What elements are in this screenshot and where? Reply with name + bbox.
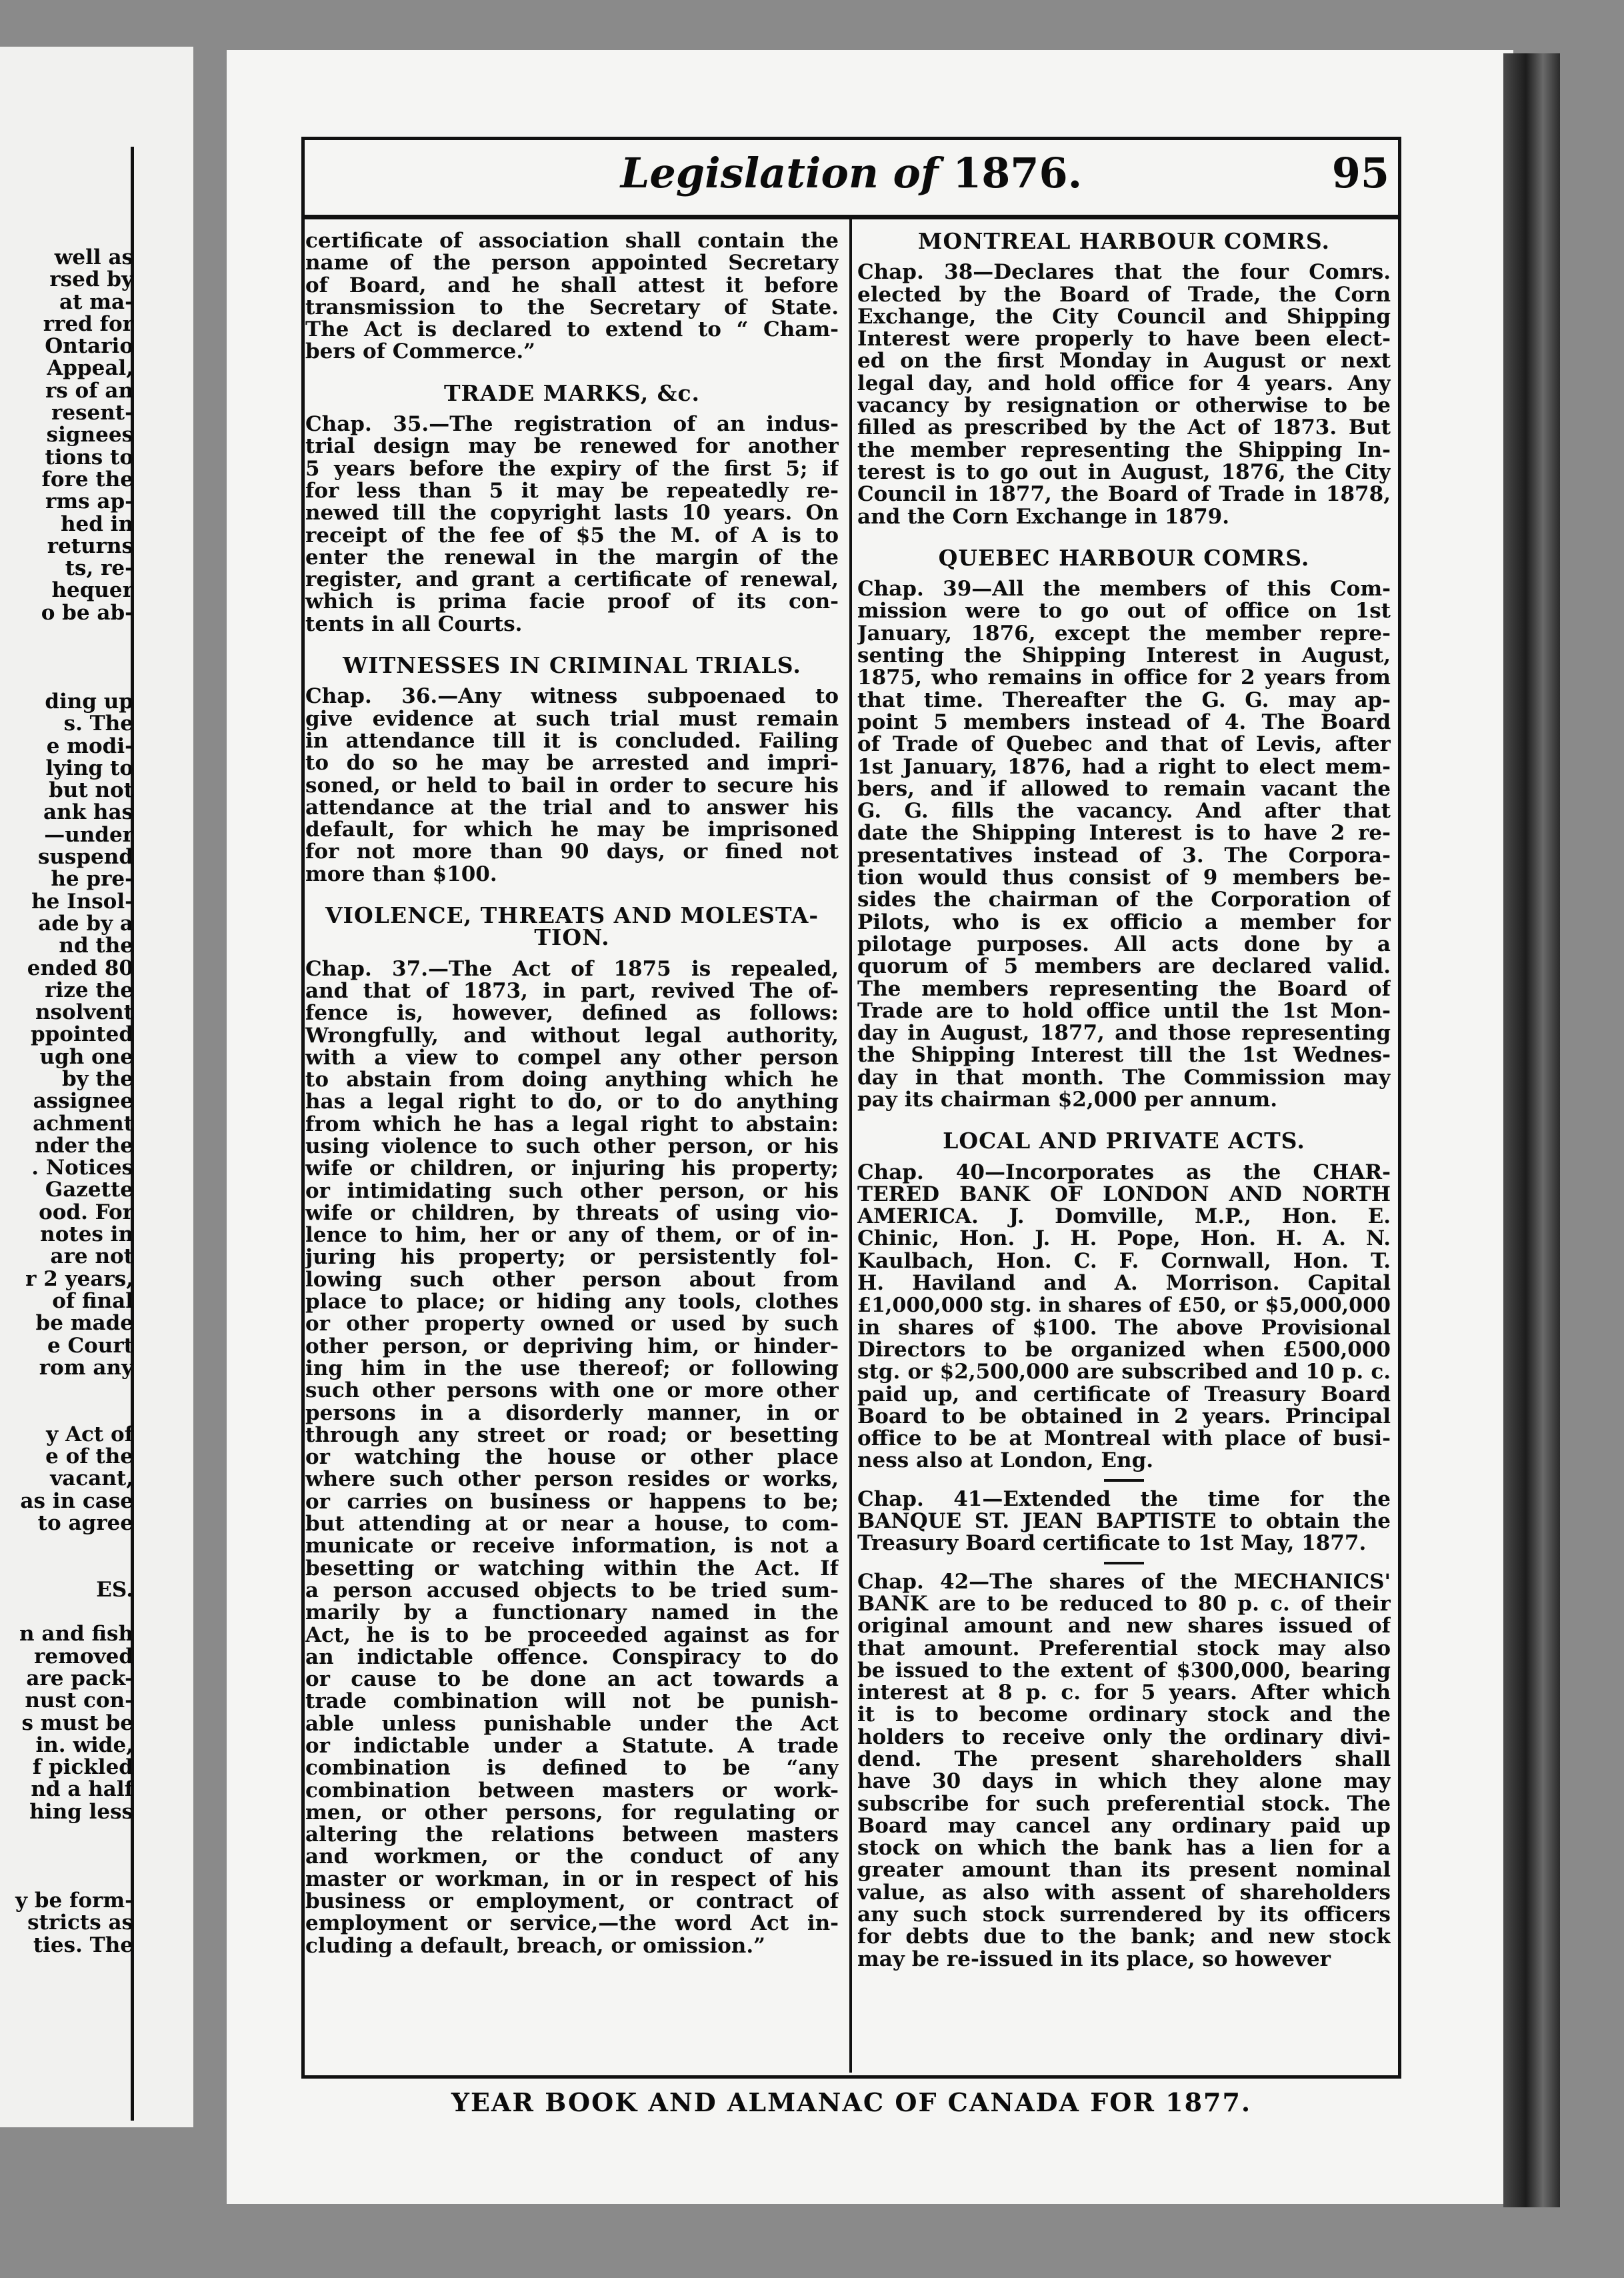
adjacent-page-line: ade by a	[38, 912, 133, 936]
adjacent-page-line: rred for	[43, 313, 133, 336]
text-line: bers, and if allowed to remain vacant the	[857, 778, 1391, 801]
text-line: dend. The present shareholders shall	[857, 1749, 1391, 1771]
adjacent-page-line: suspend	[37, 846, 133, 869]
text-line: soned, or held to bail in order to secure his	[305, 774, 839, 797]
paragraph	[857, 1571, 1391, 1971]
text-line: day in August, 1877, and those representing	[857, 1022, 1391, 1045]
text-line: to do so he may be arrested and impri-	[305, 752, 839, 775]
adjacent-page-line: fore the	[41, 468, 133, 491]
adjacent-page-line: tions to	[45, 446, 133, 469]
text-line: value, as also with assent of shareholders	[857, 1881, 1391, 1905]
text-line: office to be at Montreal with place of busi-	[857, 1428, 1391, 1450]
text-line: Directors to be organized when £500,000	[857, 1338, 1391, 1362]
adjacent-page-line: —under	[44, 824, 133, 847]
adjacent-page-line: ugh one	[39, 1046, 133, 1068]
paragraph	[857, 578, 1391, 1111]
text-line: receipt of the fee of $5 the M. of A is to	[305, 524, 839, 547]
adjacent-page-line: hed in	[60, 513, 133, 535]
adjacent-page-line: he pre-	[51, 868, 133, 891]
text-line: or carries on business or happens to be;	[305, 1490, 839, 1514]
text-line: the Shipping Interest till the 1st Wednes-	[857, 1044, 1391, 1067]
text-line: or indictable under a Statute. A trade	[305, 1735, 839, 1758]
text-line: combination between masters or work-	[305, 1779, 839, 1802]
text-line: more than $100.	[305, 863, 497, 886]
text-line: vacancy by resignation or otherwise to be	[857, 395, 1391, 417]
adjacent-page-line: y Act of	[46, 1423, 133, 1446]
text-line: able unless punishable under the Act	[305, 1713, 839, 1735]
adjacent-page-line	[0, 1557, 133, 1579]
text-line: original amount and new shares issued of	[857, 1615, 1391, 1638]
adjacent-page-line: resent-	[51, 402, 133, 425]
text-line: and the Corn Exchange in 1879.	[857, 505, 1229, 528]
adjacent-page-line	[0, 1845, 133, 1867]
adjacent-page-line: ts, re-	[65, 557, 133, 580]
separator-rule	[1104, 1479, 1144, 1482]
running-header	[301, 143, 1401, 217]
page-footer: YEAR BOOK AND ALMANAC OF CANADA FOR 1877.	[451, 2087, 1252, 2117]
text-line: be issued to the extent of $300,000, bearing	[857, 1659, 1391, 1682]
adjacent-page-line: signees	[46, 424, 133, 447]
text-line: with a view to compel any other person	[305, 1046, 839, 1070]
adjacent-page-line: rs of an	[45, 379, 133, 403]
text-line: Chap. 42—The shares of the MECHANICS'	[857, 1570, 1391, 1593]
text-line: TERED BANK OF LONDON AND NORTH	[857, 1183, 1391, 1206]
adjacent-page-line: o be ab-	[41, 602, 133, 625]
text-line: G. G. fills the vacancy. And after that	[857, 800, 1391, 823]
adjacent-page-line: but not	[49, 780, 133, 802]
section-heading: MONTREAL HARBOUR COMRS.	[917, 228, 1331, 254]
text-line: other person, or depriving him, or hinder-	[305, 1335, 839, 1358]
text-line: Chinic, Hon. J. H. Pope, Hon. H. A. N.	[857, 1228, 1391, 1250]
text-line: day in that month. The Commission may	[857, 1066, 1391, 1089]
text-line: lence to him, her or any of them, or of in-	[305, 1224, 839, 1247]
text-line: men, or other persons, for regulating or	[305, 1801, 839, 1825]
separator-rule	[1104, 1562, 1144, 1564]
text-line: 1875, who remains in office for 2 years from	[857, 667, 1391, 690]
adjacent-page-line: nust con-	[25, 1690, 133, 1713]
text-line: or watching the house or other place	[305, 1446, 839, 1469]
text-line: The Act is declared to extend to “ Cham-	[305, 319, 839, 341]
text-line: pilotage purposes. All acts done by a	[857, 933, 1391, 956]
text-line: 5 years before the expiry of the first 5; if	[305, 457, 839, 480]
paragraph	[305, 958, 839, 1957]
adjacent-page-line: e modi-	[46, 735, 133, 758]
adjacent-page-line: are not	[50, 1246, 133, 1268]
text-line: presentatives instead of 3. The Corpora-	[857, 844, 1391, 868]
text-line: persons in a disorderly manner, in or	[305, 1402, 839, 1424]
text-line: January, 1876, except the member repre-	[857, 622, 1391, 646]
text-line: fence is, however, defined as follows:	[305, 1002, 839, 1025]
adjacent-page-line	[0, 1534, 133, 1556]
text-line: for not more than 90 days, or fined not	[305, 841, 839, 864]
adjacent-page-line: rom any	[39, 1356, 133, 1380]
adjacent-page-line: e of the	[45, 1446, 133, 1468]
text-line: and workmen, or the conduct of any	[305, 1846, 839, 1869]
text-line: Chap. 36.—Any witness subpoenaed to	[305, 686, 839, 708]
adjacent-page-line: removed	[34, 1645, 133, 1668]
adjacent-page-line	[0, 1823, 133, 1845]
text-line: cluding a default, breach, or omission.”	[305, 1935, 765, 1957]
text-line: senting the Shipping Interest in August,	[857, 645, 1391, 668]
paragraph	[857, 1488, 1391, 1555]
text-line: Chap. 38—Declares that the four Comrs.	[857, 261, 1391, 284]
text-line: £1,000,000 stg. in shares of £50, or $5,000,000	[857, 1294, 1391, 1317]
adjacent-page-text	[0, 247, 133, 1957]
text-line: terest is to go out in August, 1876, the City	[857, 461, 1391, 484]
text-line: 1st January, 1876, had a right to elect mem-	[857, 756, 1391, 778]
text-line: Wrongfully, and without legal authority,	[305, 1024, 839, 1047]
adjacent-page-line: he Insol-	[31, 890, 133, 913]
text-line: and that of 1873, in part, revived The of-	[305, 980, 839, 1003]
adjacent-page-line	[0, 624, 133, 646]
text-line: The members representing the Board of	[857, 978, 1391, 1000]
text-line: municate or receive information, is not a	[305, 1535, 839, 1558]
adjacent-page-line: ood. For	[39, 1201, 133, 1224]
text-line: through any street or road; or besetting	[305, 1424, 839, 1447]
text-line: besetting or watching within the Act. If	[305, 1557, 839, 1580]
adjacent-page-line: Gazette	[45, 1179, 133, 1202]
text-line: Council in 1877, the Board of Trade in 1878,	[857, 483, 1391, 506]
adjacent-page-line: f pickled	[32, 1757, 133, 1779]
text-line: H. Haviland and A. Morrison. Capital	[857, 1272, 1391, 1295]
adjacent-page-line: in. wide,	[35, 1734, 133, 1757]
adjacent-page-line: are pack-	[26, 1668, 133, 1690]
text-line: Treasury Board certificate to 1st May, 1877.	[857, 1532, 1367, 1555]
adjacent-page-line: assignee	[33, 1090, 133, 1113]
text-line: Chap. 39—All the members of this Com-	[857, 578, 1391, 601]
adjacent-page-line: of final	[52, 1290, 133, 1313]
text-line: Chap. 37.—The Act of 1875 is repealed,	[305, 958, 839, 980]
text-line: where such other person resides or works,	[305, 1468, 839, 1491]
text-line: the member representing the Shipping In-	[857, 439, 1391, 461]
text-line: certificate of association shall contain the	[305, 230, 839, 253]
adjacent-page-line: r 2 years,	[25, 1268, 133, 1290]
adjacent-page-line	[0, 1868, 133, 1890]
column-divider	[849, 219, 852, 2073]
adjacent-page-line: notes in	[40, 1224, 133, 1246]
text-line: BANK are to be reduced to 80 p. c. of their	[857, 1592, 1391, 1616]
adjacent-page-line	[0, 1401, 133, 1423]
text-line: holders to receive only the ordinary divi-	[857, 1726, 1391, 1749]
left-column	[305, 230, 839, 1957]
text-line: such other persons with one or more other	[305, 1380, 839, 1402]
text-line: it is to become ordinary stock and the	[857, 1704, 1391, 1727]
text-line: a person accused objects to be tried sum-	[305, 1579, 839, 1602]
text-line: but attending at or near a house, to com-	[305, 1513, 839, 1536]
adjacent-page-line: well as	[54, 247, 133, 269]
text-line: tents in all Courts.	[305, 613, 523, 636]
adjacent-page-line: s must be	[21, 1712, 133, 1735]
paragraph	[305, 686, 839, 886]
text-line: enter the renewal in the margin of the	[305, 546, 839, 570]
text-line: register, and grant a certificate of renewal,	[305, 569, 839, 592]
text-line: altering the relations between masters	[305, 1824, 839, 1847]
adjacent-page-line: lying to	[45, 757, 133, 780]
paragraph	[305, 413, 839, 636]
adjacent-page-line: nsolvent	[35, 1002, 133, 1024]
adjacent-page-fragment	[0, 47, 193, 2127]
text-line: of Trade of Quebec and that of Levis, after	[857, 734, 1391, 756]
text-line: stock on which the bank has a lien for a	[857, 1837, 1391, 1860]
text-line: AMERICA. J. Domville, M.P., Hon. E.	[857, 1206, 1391, 1228]
text-line: wife or children, or injuring his property;	[305, 1158, 839, 1180]
adjacent-page-line: s. The	[63, 713, 133, 736]
text-line: Board to be obtained in 2 years. Principal	[857, 1405, 1391, 1428]
text-line: tion would thus consist of 9 members be-	[857, 867, 1391, 890]
text-line: pay its chairman $2,000 per annum.	[857, 1088, 1277, 1112]
text-line: marily by a functionary named in the	[305, 1602, 839, 1624]
right-column	[857, 230, 1391, 1971]
text-line: subscribe for such preferential stock. The	[857, 1793, 1391, 1815]
adjacent-page-line: returns	[47, 535, 133, 558]
adjacent-page-line: by the	[61, 1068, 133, 1091]
section-heading: VIOLENCE, THREATS AND MOLESTA-	[325, 902, 819, 929]
adjacent-page-line: ties. The	[33, 1934, 133, 1957]
text-line: in attendance till it is concluded. Failing	[305, 730, 839, 753]
text-line: lowing such other person about from	[305, 1268, 839, 1292]
adjacent-page-line: achment	[33, 1112, 133, 1135]
text-line: or cause to be done an act towards a	[305, 1668, 839, 1691]
adjacent-page-line	[0, 1601, 133, 1623]
text-line: using violence to such other person, or his	[305, 1135, 839, 1158]
text-line: give evidence at such trial must remain	[305, 708, 839, 730]
text-line: ness also at London, Eng.	[857, 1450, 1154, 1472]
adjacent-page-line: . Notices	[31, 1157, 133, 1180]
adjacent-page-line: ding up	[45, 690, 133, 714]
text-line: from which he has a legal right to abstain:	[305, 1113, 839, 1136]
text-line: employment or service,—the word Act in-	[305, 1913, 839, 1935]
text-line: have 30 days in which they alone may	[857, 1771, 1391, 1793]
text-line: trial design may be renewed for another	[305, 435, 839, 458]
text-line: juring his property; or persistently fol-	[305, 1246, 839, 1269]
text-line: Interest were properly to have been elect-	[857, 328, 1391, 351]
text-line: Trade are to hold office until the 1st Mon-	[857, 1000, 1391, 1023]
text-line: that time. Thereafter the G. G. may ap-	[857, 689, 1391, 712]
text-line: in shares of $100. The above Provisional	[857, 1316, 1391, 1339]
text-line: sides the chairman of the Corporation of	[857, 889, 1391, 912]
text-line: that amount. Preferential stock may also	[857, 1637, 1391, 1660]
text-line: Board may cancel any ordinary paid up	[857, 1815, 1391, 1838]
adjacent-page-line	[0, 669, 133, 691]
running-title-year: 1876.	[953, 149, 1083, 197]
text-line: which is prima facie proof of its con-	[305, 591, 839, 614]
text-line: an indictable offence. Conspiracy to do	[305, 1646, 839, 1669]
text-line: master or workman, in or in respect of his	[305, 1868, 839, 1891]
text-line: business or employment, or contract of	[305, 1891, 839, 1913]
text-line: or intimidating such other person, or his	[305, 1180, 839, 1202]
text-line: or other property owned or used by such	[305, 1313, 839, 1336]
text-line: of Board, and he shall attest it before	[305, 274, 839, 297]
adjacent-page-line: rize the	[45, 979, 133, 1002]
text-line: combination is defined to be “any	[305, 1757, 839, 1780]
text-line: point 5 members instead of 4. The Board	[857, 711, 1391, 734]
text-line: Chap. 41—Extended the time for the	[857, 1488, 1391, 1511]
text-line: ed on the first Monday in August or next	[857, 350, 1391, 373]
text-line: wife or children, by threats of using vio-	[305, 1202, 839, 1225]
text-line: may be re-issued in its place, so however	[857, 1948, 1331, 1971]
text-line: interest at 8 p. c. for 5 years. After which	[857, 1682, 1391, 1704]
adjacent-page-line: rsed by	[49, 269, 133, 291]
running-title-italic: Legislation of	[620, 149, 939, 197]
adjacent-page-line: hequer	[51, 580, 133, 602]
adjacent-page-line: Ontario	[45, 335, 133, 358]
section-heading: LOCAL AND PRIVATE ACTS.	[943, 1128, 1305, 1154]
paragraph	[857, 1162, 1391, 1472]
adjacent-page-line: ended 80	[27, 957, 133, 980]
text-line: transmission to the Secretary of State.	[305, 296, 839, 319]
adjacent-page-line: at ma-	[59, 291, 133, 313]
text-line: any such stock surrendered by its officers	[857, 1904, 1391, 1927]
adjacent-page-line	[0, 1379, 133, 1401]
text-line: Pilots, who is ex officio a member for	[857, 911, 1391, 934]
adjacent-page-line: nd the	[59, 935, 133, 958]
text-line: BANQUE ST. JEAN BAPTISTE to obtain the	[857, 1510, 1391, 1533]
adjacent-page-line: y be form-	[15, 1889, 133, 1913]
adjacent-page-line: n and fish	[19, 1623, 133, 1646]
adjacent-page-line: as in case	[20, 1490, 133, 1512]
paragraph	[305, 230, 839, 363]
adjacent-page-line: hing less	[29, 1801, 133, 1824]
adjacent-page-line: to agree	[37, 1512, 133, 1535]
adjacent-page-line: e Court	[47, 1334, 133, 1357]
adjacent-page-line: ppointed	[30, 1024, 133, 1046]
text-line: for less than 5 it may be repeatedly re-	[305, 479, 839, 503]
adjacent-page-line: ES.	[96, 1578, 133, 1602]
text-line: Act, he is to be proceeded against as for	[305, 1624, 839, 1646]
text-line: trade combination will not be punish-	[305, 1690, 839, 1713]
text-line: filled as prescribed by the Act of 1873. But	[857, 417, 1391, 439]
page-number: 95	[1331, 149, 1389, 197]
text-line: Exchange, the City Council and Shipping	[857, 305, 1391, 329]
text-line: newed till the copyright lasts 10 years. On	[305, 502, 839, 525]
text-line: default, for which he may be imprisoned	[305, 819, 839, 842]
section-heading: QUEBEC HARBOUR COMRS.	[938, 544, 1310, 571]
text-line: name of the person appointed Secretary	[305, 252, 839, 275]
text-line: mission were to go out of office on 1st	[857, 600, 1391, 623]
running-title	[301, 149, 1401, 197]
text-line: legal day, and hold office for 4 years. Any	[857, 372, 1391, 395]
text-line: Chap. 40—Incorporates as the CHAR-	[857, 1161, 1391, 1184]
text-line: place to place; or hiding any tools, clothes	[305, 1291, 839, 1314]
paragraph	[857, 261, 1391, 528]
adjacent-page-line: nder the	[35, 1134, 133, 1158]
text-line: quorum of 5 members are declared valid.	[857, 956, 1391, 978]
text-line: to abstain from doing anything which he	[305, 1069, 839, 1092]
text-line: ing him in the use thereof; or following	[305, 1357, 839, 1380]
text-line: elected by the Board of Trade, the Corn	[857, 283, 1391, 306]
section-heading: WITNESSES IN CRIMINAL TRIALS.	[343, 652, 801, 679]
adjacent-page-line: vacant,	[50, 1468, 133, 1490]
book-spine	[1503, 53, 1560, 2207]
text-line: attendance at the trial and to answer his	[305, 796, 839, 820]
text-line: bers of Commerce.”	[305, 341, 536, 363]
text-line: paid up, and certificate of Treasury Board	[857, 1383, 1391, 1406]
text-line: date the Shipping Interest is to have 2 re-	[857, 822, 1391, 845]
adjacent-page-line: Appeal,	[47, 357, 133, 380]
text-line: has a legal right to do, or to do anything	[305, 1091, 839, 1114]
text-line: Kaulbach, Hon. C. F. Cornwall, Hon. T.	[857, 1250, 1391, 1273]
text-line: for debts due to the bank; and new stock	[857, 1926, 1391, 1949]
adjacent-page-line: rms ap-	[45, 491, 133, 513]
text-line: greater amount than its present nominal	[857, 1859, 1391, 1882]
text-line: stg. or $2,500,000 are subscribed and 10 p. c.	[857, 1361, 1391, 1384]
adjacent-page-line: ank has	[43, 802, 133, 824]
adjacent-page-line: be made	[35, 1312, 133, 1335]
section-heading: TION.	[534, 924, 610, 951]
text-line: Chap. 35.—The registration of an indus-	[305, 413, 839, 436]
section-heading: TRADE MARKS, &c.	[443, 379, 701, 406]
adjacent-page-line: nd a half	[31, 1779, 133, 1801]
adjacent-page-line	[0, 646, 133, 668]
adjacent-page-line: stricts as	[27, 1912, 133, 1935]
